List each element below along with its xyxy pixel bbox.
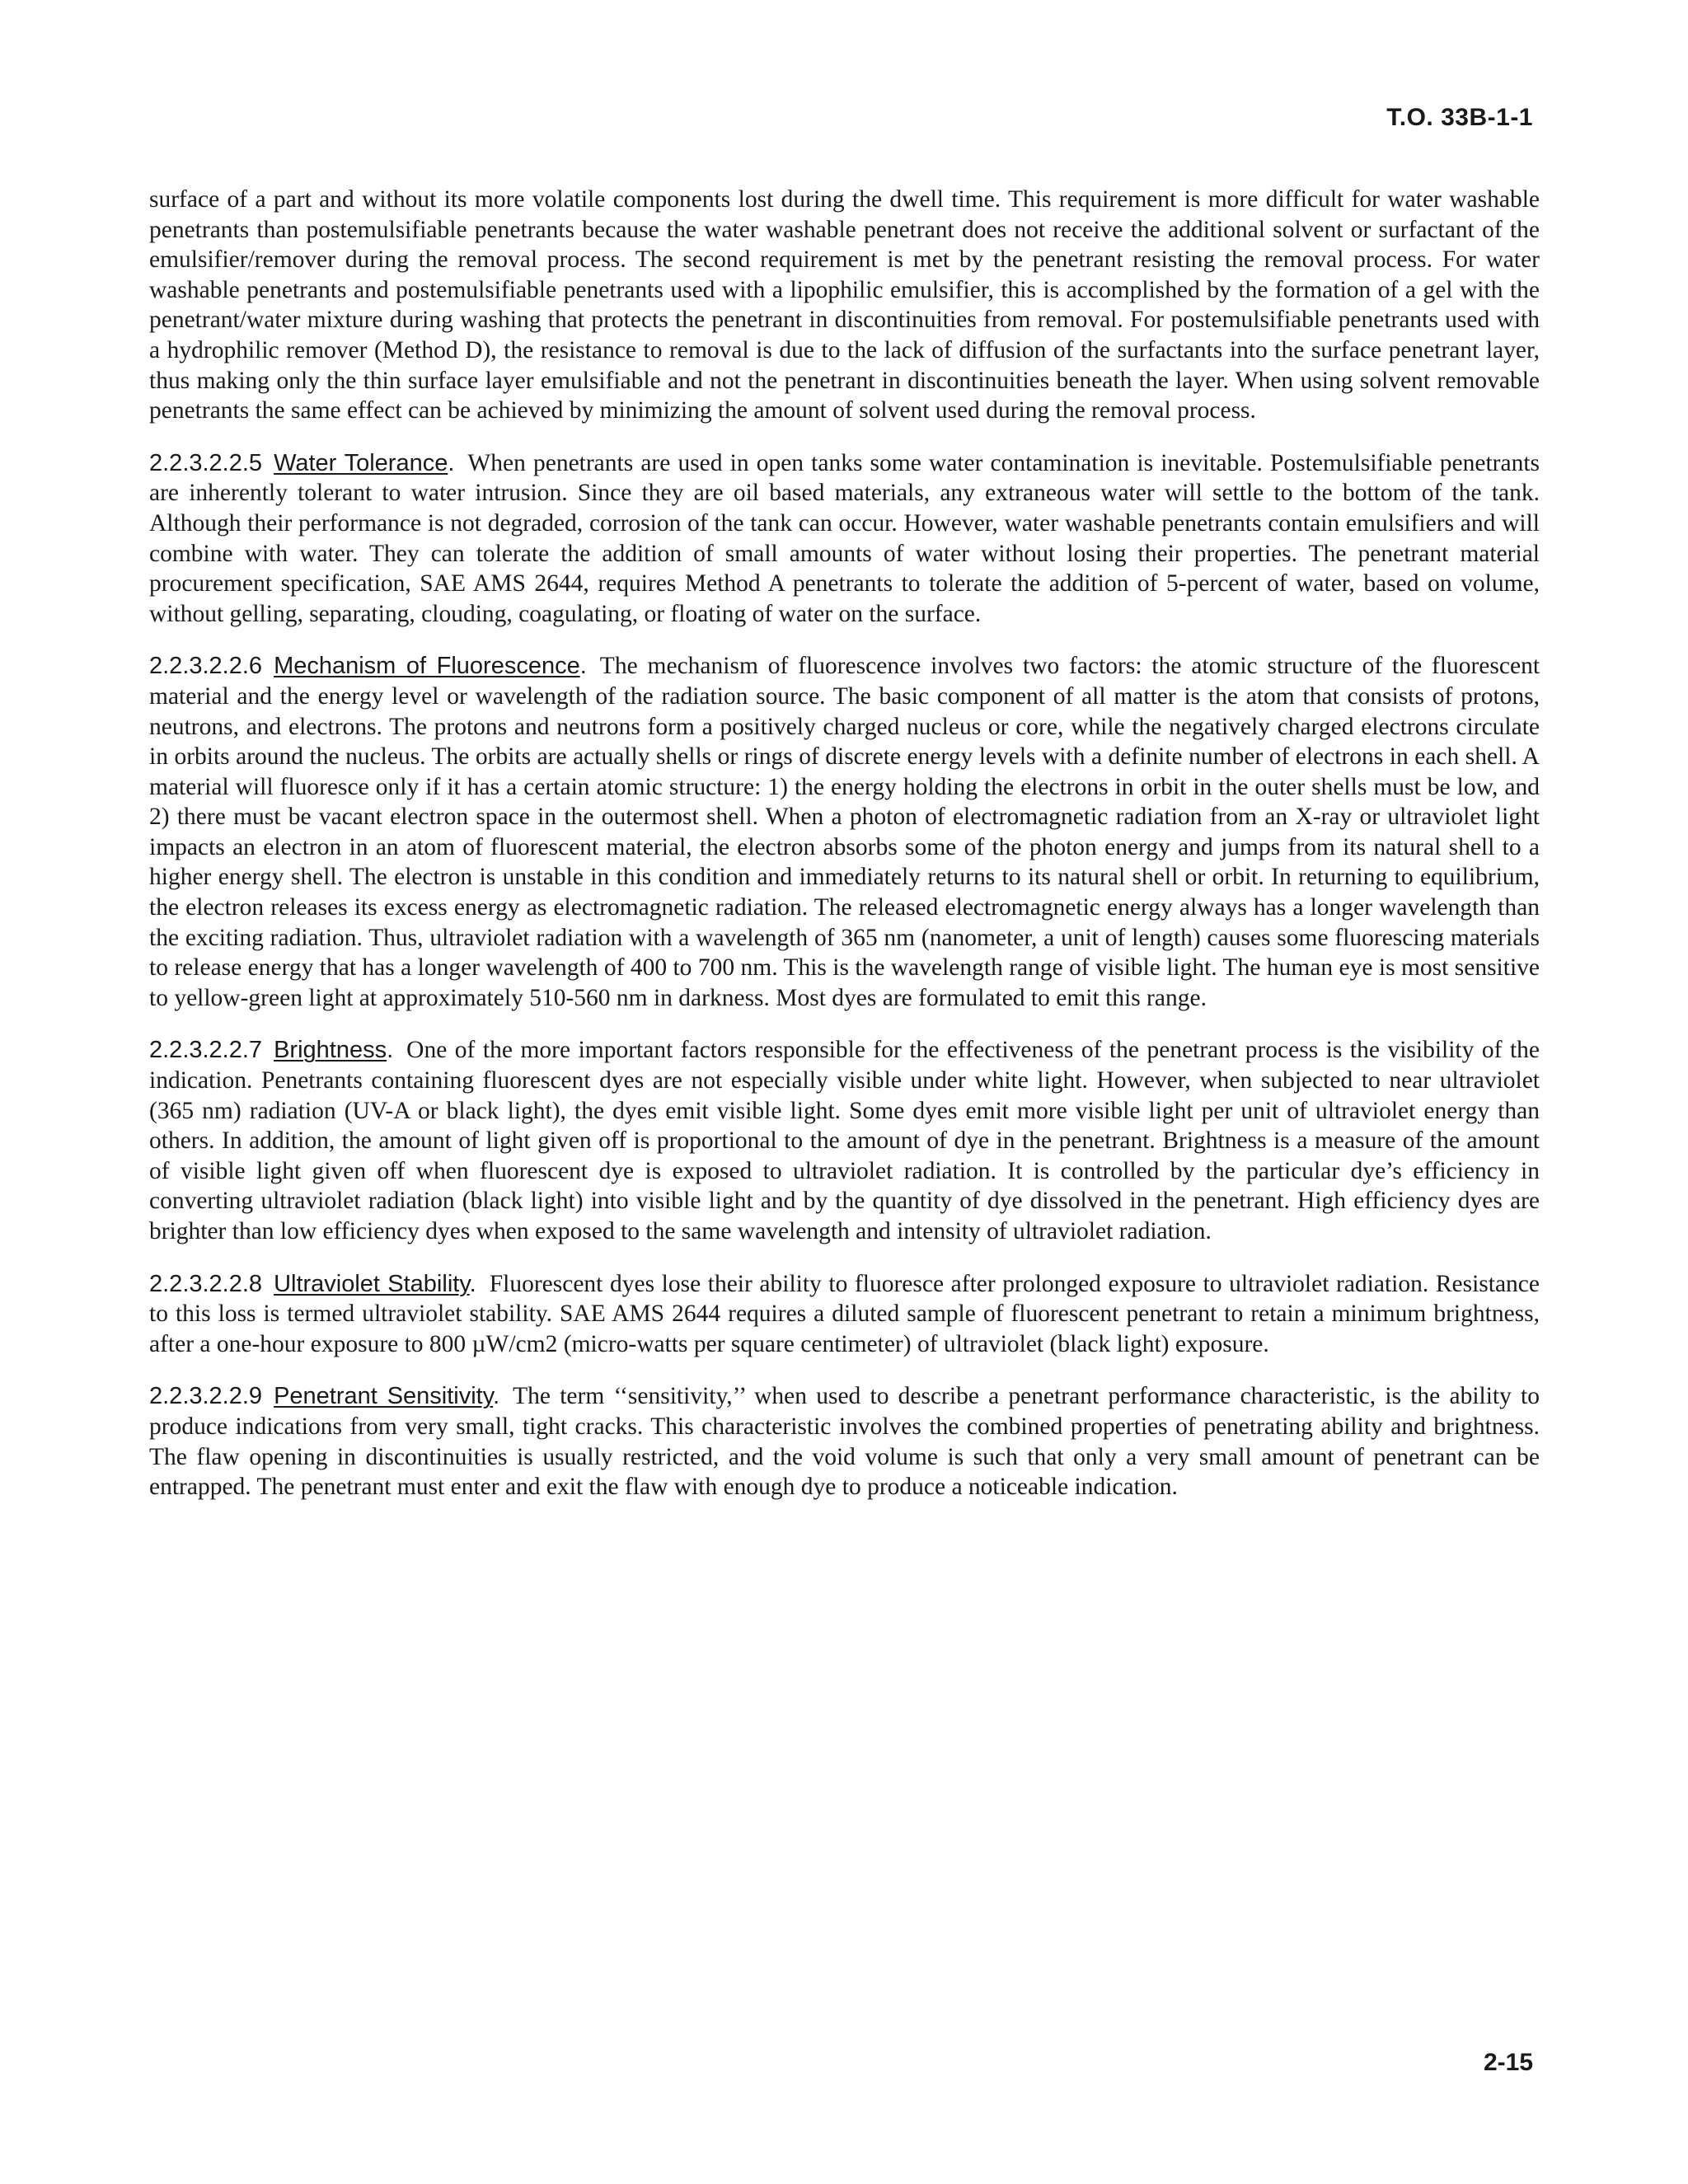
paragraph-brightness: 2.2.3.2.2.7 Brightness. One of the more important factors responsible for the effectiveness of the penetrant process is the visibility of the indication. Penetrants containing fluorescent dyes are not especially visible under white light. However, when subjected to near ultraviolet (365 nm) radiation (UV-A or black light), the dyes emit visible light. Some dyes emit more visible light per unit of ultraviolet energy than others. In addition, the amount of light given off is proportional to the amount of dye in the penetrant. Brightness is a measure of the amount of visible light given off when fluorescent dye is exposed to ultraviolet radiation. It is controlled by the particular dye’s efficiency in converting ultraviolet radiation (black light) into visible light and by the quantity of dye dissolved in the penetrant. High efficiency dyes are brighter than low efficiency dyes when exposed to the same wavelength and intensity of ultraviolet radiation. bbox=[149, 1037, 1540, 1244]
paragraph-title: Water Tolerance bbox=[274, 449, 448, 476]
paragraph-ultraviolet-stability: 2.2.3.2.2.8 Ultraviolet Stability. Fluorescent dyes lose their ability to fluoresce after prolonged exposure to ultraviolet radiation. Resistance to this loss is termed ultraviolet stability. SAE AMS 2644 requires a diluted sample of fluorescent penetrant to retain a minimum brightness, after a one-hour exposure to 800 µW/cm2 (micro-watts per square centimeter) of ultraviolet (black light) exposure. bbox=[149, 1270, 1540, 1357]
paragraph-title: Ultraviolet Stability bbox=[274, 1270, 470, 1297]
paragraph-number: 2.2.3.2.2.5 bbox=[149, 449, 263, 476]
page-body bbox=[149, 185, 1540, 1525]
paragraph-water-tolerance: 2.2.3.2.2.5 Water Tolerance. When penetrants are used in open tanks some water contamination is inevitable. Postemulsifiable penetrants are inherently tolerant to water intrusion. Since they are oil based materials, any extraneous water will settle to the bottom of the tank. Although their performance is not degraded, corrosion of the tank can occur. However, water washable penetrants contain emulsifiers and will combine with water. They can tolerate the addition of small amounts of water without losing their properties. The penetrant material procurement specification, SAE AMS 2644, requires Method A penetrants to tolerate the addition of 5-percent of water, based on volume, without gelling, separating, clouding, coagulating, or floating of water on the surface. bbox=[149, 449, 1540, 627]
paragraph-body: The mechanism of fluorescence involves two factors: the atomic structure of the fluorescent material and the energy level or wavelength of the radiation source. The basic component of all matter is the atom that consists of protons, neutrons, and electrons. The protons and neutrons form a positively charged nucleus or core, while the negatively charged electrons circulate in orbits around the nucleus. The orbits are actually shells or rings of discrete energy levels with a definite number of electrons in each shell. A material will fluoresce only if it has a certain atomic structure: 1) the energy holding the electrons in orbit in the outer shells must be low, and 2) there must be vacant electron space in the outermost shell. When a photon of electromagnetic radiation from an X-ray or ultraviolet light impacts an electron in an atom of fluorescent material, the electron absorbs some of the photon energy and jumps from its natural shell to a higher energy shell. The electron is unstable in this condition and immediately returns to its natural shell or orbit. In returning to equilibrium, the electron releases its excess energy as electromagnetic radiation. The released electromagnetic energy always has a longer wavelength than the exciting radiation. Thus, ultraviolet radiation with a wavelength of 365 nm (nanometer, a unit of length) causes some fluorescing materials to release energy that has a longer wavelength of 400 to 700 nm. This is the wavelength range of visible light. The human eye is most sensitive to yellow-green light at approximately 510-560 nm in darkness. Most dyes are formulated to emit this range. bbox=[149, 653, 1540, 1011]
paragraph-title: Mechanism of Fluorescence bbox=[274, 653, 580, 680]
paragraph-continuation bbox=[149, 185, 1540, 426]
paragraph-penetrant-sensitivity: 2.2.3.2.2.9 Penetrant Sensitivity. The term ‘‘sensitivity,’’ when used to describe a penetrant performance characteristic, is the ability to produce indications from very small, tight cracks. This characteristic involves the combined properties of penetrating ability and brightness. The flaw opening in discontinuities is usually restricted, and the void volume is such that only a very small amount of penetrant can be entrapped. The penetrant must enter and exit the flaw with enough dye to produce a noticeable indication. bbox=[149, 1383, 1540, 1501]
paragraph-body: One of the more important factors responsible for the effectiveness of the penetrant process is the visibility of the indication. Penetrants containing fluorescent dyes are not especially visible under white light. However, when subjected to near ultraviolet (365 nm) radiation (UV-A or black light), the dyes emit visible light. Some dyes emit more visible light per unit of ultraviolet energy than others. In addition, the amount of light given off is proportional to the amount of dye in the penetrant. Brightness is a measure of the amount of visible light given off when fluorescent dye is exposed to ultraviolet radiation. It is controlled by the particular dye’s efficiency in converting ultraviolet radiation (black light) into visible light and by the quantity of dye dissolved in the penetrant. High efficiency dyes are brighter than low efficiency dyes when exposed to the same wavelength and intensity of ultraviolet radiation. bbox=[149, 1037, 1540, 1244]
paragraph-body: When penetrants are used in open tanks some water contamination is inevitable. Postemulsifiable penetrants are inherently tolerant to water intrusion. Since they are oil based materials, any extraneous water will settle to the bottom of the tank. Although their performance is not degraded, corrosion of the tank can occur. However, water washable penetrants contain emulsifiers and will combine with water. They can tolerate the addition of small amounts of water without losing their properties. The penetrant material procurement specification, SAE AMS 2644, requires Method A penetrants to tolerate the addition of 5-percent of water, based on volume, without gelling, separating, clouding, coagulating, or floating of water on the surface. bbox=[149, 449, 1540, 627]
page-number: 2-15 bbox=[1483, 2049, 1533, 2076]
paragraph-body: Fluorescent dyes lose their ability to fluoresce after prolonged exposure to ultraviolet radiation. Resistance to this loss is termed ultraviolet stability. SAE AMS 2644 requires a diluted sample of fluorescent penetrant to retain a minimum brightness, after a one-hour exposure to 800 µW/cm2 (micro-watts per square centimeter) of ultraviolet (black light) exposure. bbox=[149, 1270, 1540, 1357]
paragraph-body: The term ‘‘sensitivity,’’ when used to describe a penetrant performance characteristic, is the ability to produce indications from very small, tight cracks. This characteristic involves the combined properties of penetrating ability and brightness. The flaw opening in discontinuities is usually restricted, and the void volume is such that only a very small amount of penetrant can be entrapped. The penetrant must enter and exit the flaw with enough dye to produce a noticeable indication. bbox=[149, 1383, 1540, 1501]
paragraph-number: 2.2.3.2.2.8 bbox=[149, 1270, 263, 1297]
paragraph-number: 2.2.3.2.2.9 bbox=[149, 1383, 263, 1410]
paragraph-body: surface of a part and without its more volatile components lost during the dwell time. This requirement is more difficult for water washable penetrants than postemulsifiable penetrants because the water washable penetrant does not receive the additional solvent or surfactant of the emulsifier/remover during the removal process. The second requirement is met by the penetrant resisting the removal process. For water washable penetrants and postemulsifiable penetrants used with a lipophilic emulsifier, this is accomplished by the formation of a gel with the penetrant/water mixture during washing that protects the penetrant in discontinuities from removal. For postemulsifiable penetrants used with a hydrophilic remover (Method D), the resistance to removal is due to the lack of diffusion of the surfactants into the surface penetrant layer, thus making only the thin surface layer emulsifiable and not the penetrant in discontinuities beneath the layer. When using solvent removable penetrants the same effect can be achieved by minimizing the amount of solvent used during the removal process. bbox=[149, 186, 1540, 424]
paragraph-number: 2.2.3.2.2.7 bbox=[149, 1037, 263, 1064]
paragraph-title: Brightness bbox=[274, 1037, 387, 1064]
paragraph-title: Penetrant Sensitivity bbox=[274, 1383, 494, 1410]
document-id-header: T.O. 33B-1-1 bbox=[1386, 104, 1533, 131]
paragraph-mechanism-of-fluorescence: 2.2.3.2.2.6 Mechanism of Fluorescence. The mechanism of fluorescence involves two factors: the atomic structure of the fluorescent material and the energy level or wavelength of the radiation source. The basic component of all matter is the atom that consists of protons, neutrons, and electrons. The protons and neutrons form a positively charged nucleus or core, while the negatively charged electrons circulate in orbits around the nucleus. The orbits are actually shells or rings of discrete energy levels with a definite number of electrons in each shell. A material will fluoresce only if it has a certain atomic structure: 1) the energy holding the electrons in orbit in the outer shells must be low, and 2) there must be vacant electron space in the outermost shell. When a photon of electromagnetic radiation from an X-ray or ultraviolet light impacts an electron in an atom of fluorescent material, the electron absorbs some of the photon energy and jumps from its natural shell to a higher energy shell. The electron is unstable in this condition and immediately returns to its natural shell or orbit. In returning to equilibrium, the electron releases its excess energy as electromagnetic radiation. The released electromagnetic energy always has a longer wavelength than the exciting radiation. Thus, ultraviolet radiation with a wavelength of 365 nm (nanometer, a unit of length) causes some fluorescing materials to release energy that has a longer wavelength of 400 to 700 nm. This is the wavelength range of visible light. The human eye is most sensitive to yellow-green light at approximately 510-560 nm in darkness. Most dyes are formulated to emit this range. bbox=[149, 653, 1540, 1011]
paragraph-number: 2.2.3.2.2.6 bbox=[149, 653, 263, 680]
